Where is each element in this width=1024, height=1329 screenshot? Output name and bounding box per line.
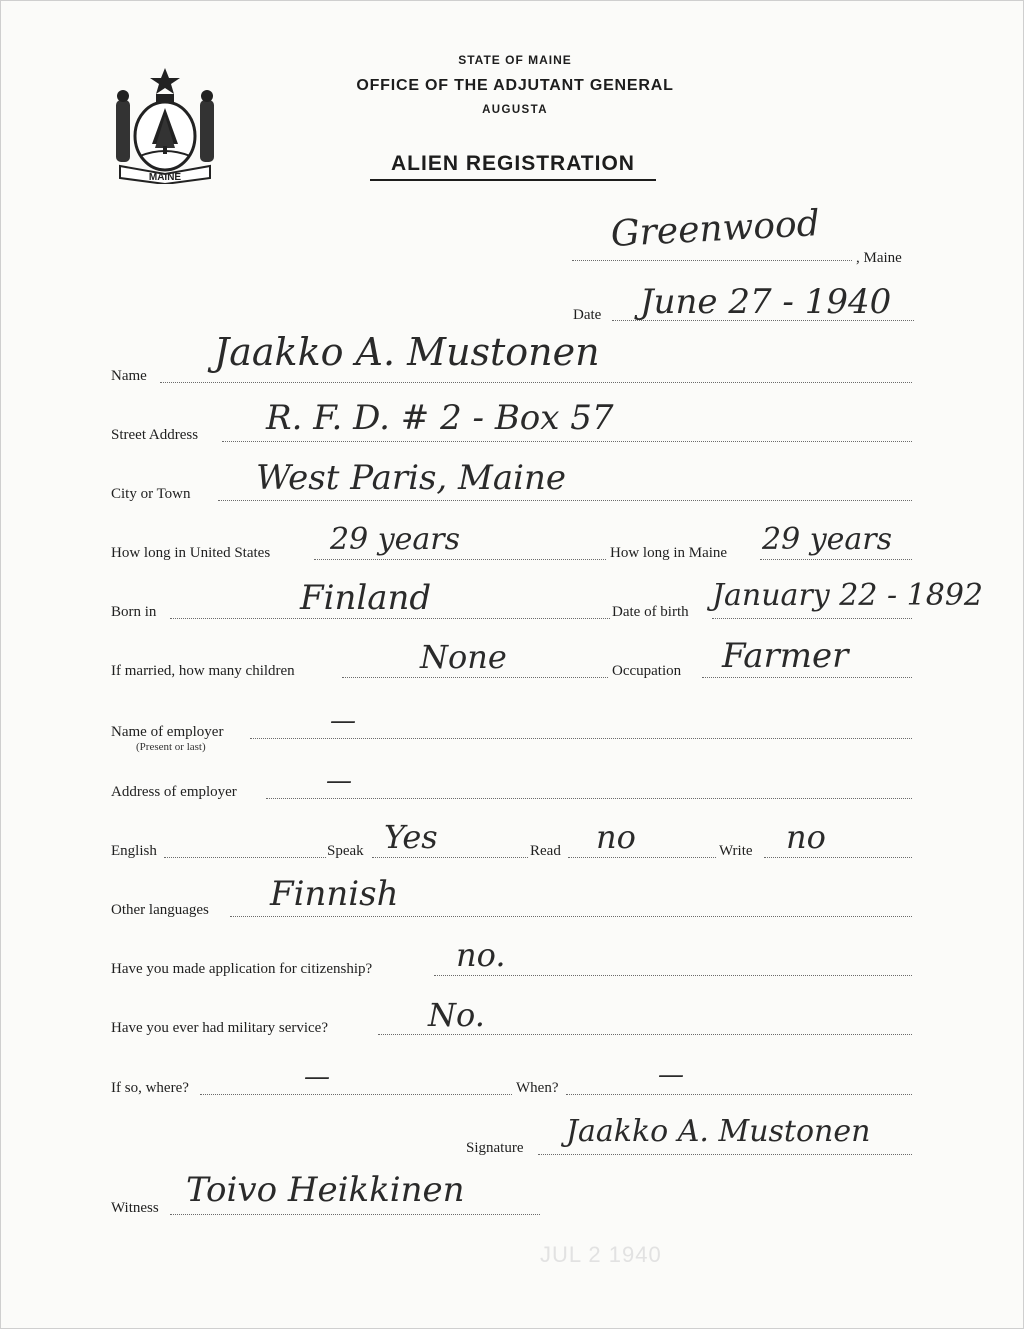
employer-label: Name of employer xyxy=(111,724,224,740)
occupation-label: Occupation xyxy=(612,663,682,679)
header-state: STATE OF MAINE xyxy=(458,53,572,67)
date-value: June 27 - 1940 xyxy=(640,282,892,322)
children-line xyxy=(342,677,608,678)
write-value: no xyxy=(786,818,826,856)
citizenship-value: no. xyxy=(456,936,506,974)
maine-label: How long in Maine xyxy=(610,545,728,561)
born-line xyxy=(170,618,610,619)
military-value: No. xyxy=(428,996,485,1034)
speak-value: Yes xyxy=(384,818,438,856)
name-value: Jaakko A. Mustonen xyxy=(214,330,600,374)
citizenship-label: Have you made application for citizenship? xyxy=(111,961,373,977)
occupation-line xyxy=(702,677,912,678)
maine-value: 29 years xyxy=(762,522,893,557)
speak-line xyxy=(372,857,528,858)
where-label: If so, where? xyxy=(111,1080,189,1096)
witness-value: Toivo Heikkinen xyxy=(186,1170,465,1210)
location-value: Greenwood xyxy=(609,203,821,255)
english-line xyxy=(164,857,326,858)
us-label: How long in United States xyxy=(111,545,271,561)
read-line xyxy=(568,857,716,858)
dob-line xyxy=(712,618,912,619)
occupation-value: Farmer xyxy=(722,636,849,676)
name-label: Name xyxy=(111,368,147,384)
signature-label: Signature xyxy=(466,1140,524,1156)
city-value: West Paris, Maine xyxy=(256,458,567,498)
signature-value: Jaakko A. Mustonen xyxy=(566,1114,871,1149)
read-label: Read xyxy=(530,843,561,859)
street-value: R. F. D. # 2 - Box 57 xyxy=(266,398,614,438)
employer-addr-line xyxy=(266,798,912,799)
seal-text: MAINE xyxy=(148,172,182,183)
form-title: ALIEN REGISTRATION xyxy=(370,152,656,181)
city-line xyxy=(218,500,912,501)
military-line xyxy=(378,1034,912,1035)
signature-line xyxy=(538,1154,912,1155)
us-value: 29 years xyxy=(330,522,461,557)
where-line xyxy=(200,1094,512,1095)
speak-label: Speak xyxy=(327,843,364,859)
header-office: OFFICE OF THE ADJUTANT GENERAL xyxy=(356,77,674,94)
when-line xyxy=(566,1094,912,1095)
received-stamp: JUL 2 1940 xyxy=(540,1242,662,1267)
other-lang-line xyxy=(230,916,912,917)
where-value: — xyxy=(304,1062,330,1092)
when-label: When? xyxy=(516,1080,559,1096)
citizenship-line xyxy=(434,975,912,976)
employer-value: — xyxy=(330,706,356,736)
employer-line xyxy=(250,738,912,739)
state-seal-icon xyxy=(112,66,218,184)
witness-line xyxy=(170,1214,540,1215)
dob-label: Date of birth xyxy=(612,604,689,620)
street-label: Street Address xyxy=(111,427,199,443)
street-line xyxy=(222,441,912,442)
born-label: Born in xyxy=(111,604,157,620)
employer-addr-value: — xyxy=(326,766,352,796)
read-value: no xyxy=(596,818,636,856)
witness-label: Witness xyxy=(111,1200,159,1216)
children-value: None xyxy=(420,638,507,676)
other-lang-value: Finnish xyxy=(270,874,399,914)
children-label: If married, how many children xyxy=(111,663,295,679)
location-suffix: , Maine xyxy=(856,250,902,266)
location-line xyxy=(572,260,852,261)
header-city: AUGUSTA xyxy=(482,104,548,116)
maine-line xyxy=(760,559,912,560)
name-line xyxy=(160,382,912,383)
us-line xyxy=(314,559,606,560)
other-lang-label: Other languages xyxy=(111,902,209,918)
english-label: English xyxy=(111,843,157,859)
employer-addr-label: Address of employer xyxy=(111,784,237,800)
dob-value: January 22 - 1892 xyxy=(712,578,983,613)
military-label: Have you ever had military service? xyxy=(111,1020,328,1036)
date-label: Date xyxy=(573,307,602,323)
employer-sublabel: (Present or last) xyxy=(136,741,206,753)
born-value: Finland xyxy=(300,578,432,618)
city-label: City or Town xyxy=(111,486,191,502)
write-label: Write xyxy=(719,843,753,859)
write-line xyxy=(764,857,912,858)
when-value: — xyxy=(658,1060,684,1090)
